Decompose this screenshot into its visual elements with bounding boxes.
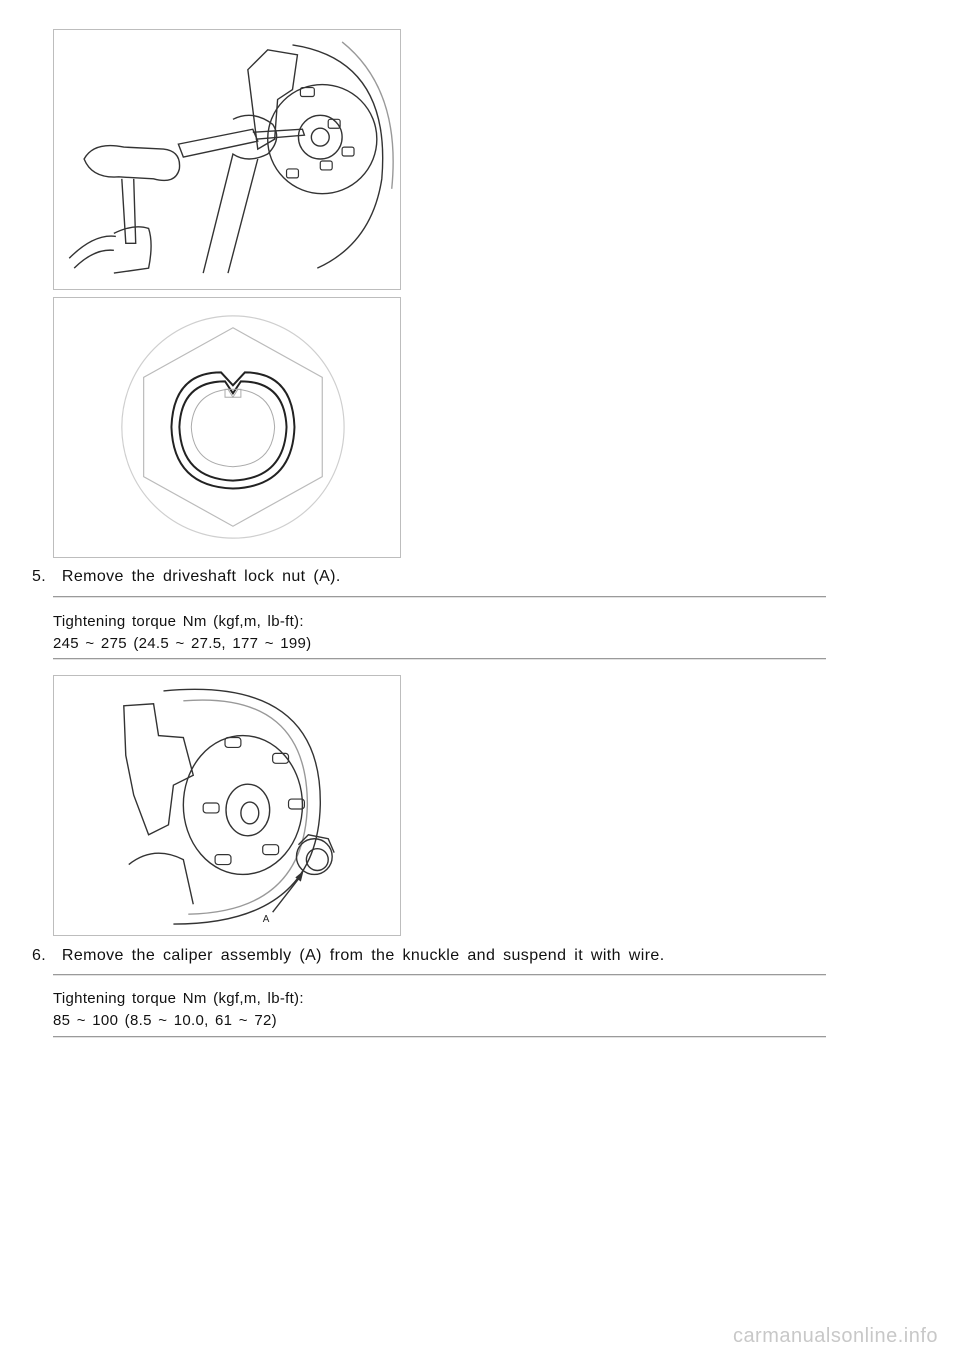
divider — [53, 658, 826, 660]
step-6 — [32, 947, 665, 965]
hub-lock-nut-illustration — [54, 676, 400, 935]
torque-spec-6 — [53, 988, 304, 1032]
torque-label: Tightening torque Nm (kgf,m, lb-ft): — [53, 613, 304, 630]
figure-hub-lock-nut — [53, 675, 401, 936]
figure-hammer-chisel — [53, 29, 401, 290]
step-5 — [32, 568, 341, 586]
divider — [53, 974, 826, 976]
step-number: 5. — [32, 568, 47, 585]
torque-value: 245 ~ 275 (24.5 ~ 27.5, 177 ~ 199) — [53, 635, 312, 652]
figure-staked-nut — [53, 297, 401, 558]
watermark: carmanualsonline.info — [732, 1325, 938, 1347]
step-text: Remove the caliper assembly (A) from the knuckle and suspend it with wire. — [61, 947, 665, 964]
torque-spec-5 — [53, 611, 311, 655]
hammer-chisel-illustration — [54, 30, 400, 289]
torque-label: Tightening torque Nm (kgf,m, lb-ft): — [53, 990, 304, 1007]
divider — [53, 1036, 826, 1038]
torque-value: 85 ~ 100 (8.5 ~ 10.0, 61 ~ 72) — [53, 1012, 277, 1029]
step-text: Remove the driveshaft lock nut (A). — [61, 568, 341, 585]
callout-a: A — [262, 914, 270, 926]
step-number: 6. — [32, 947, 47, 964]
divider — [53, 596, 826, 598]
staked-nut-illustration — [54, 298, 400, 557]
